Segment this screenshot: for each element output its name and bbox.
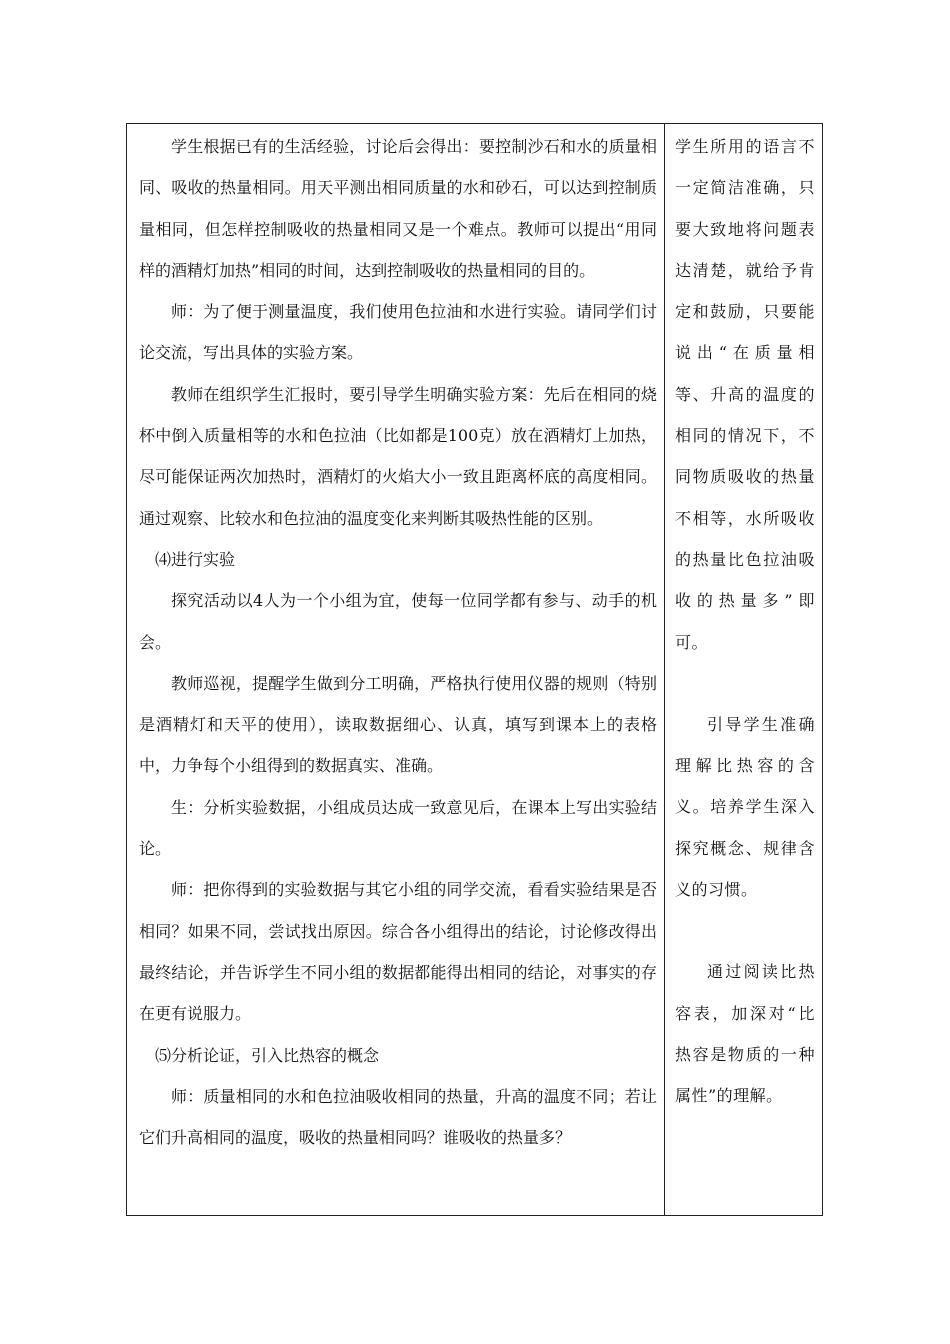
paragraph-control-variables: 学生根据已有的生活经验，讨论后会得出：要控制沙石和水的质量相同、吸收的热量相同。用天平测出相同质量的水和砂石，可以达到控制质量相同，但怎样控制吸收的热量相同又是一个难点。教师可以提出“用同样的酒精灯加热”相同的时间，达到控制吸收的热量相同的目的。 [139, 137, 657, 280]
column-divider [664, 124, 665, 1215]
paragraph-teacher-question: 师：质量相同的水和色拉油吸收相同的热量，升高的温度不同；若让它们升高相同的温度，吸收的热量相同吗？谁吸收的热量多？ [139, 1086, 657, 1148]
note-specific-heat-table: 通过阅读比热容表，加深对“比热容是物质的一种属性”的理解。 [675, 962, 815, 1106]
paragraph-teacher-exchange: 师：把你得到的实验数据与其它小组的同学交流，看看实验结果是否相同？如果不同，尝试找出原因。综合各小组得出的结论，讨论修改得出最终结论，并告诉学生不同小组的数据都能得出相同的结论，对事实的存在更有说服力。 [139, 880, 657, 1024]
teaching-process-column [139, 126, 657, 1158]
section-heading-conduct-experiment: ⑷进行实验 [155, 549, 236, 569]
paragraph-teacher-patrol: 教师巡视，提醒学生做到分工明确，严格执行使用仪器的规则（特别是酒精灯和天平的使用），读取数据细心、认真，填写到课本上的表格中，力争每个小组得到的数据真实、准确。 [139, 673, 657, 776]
paragraph-experiment-plan: 教师在组织学生汇报时，要引导学生明确实验方案：先后在相同的烧杯中倒入质量相等的水和色拉油（比如都是100克）放在酒精灯上加热，尽可能保证两次加热时，酒精灯的火焰大小一致且距离杯底的高度相同。通过观察、比较水和色拉油的温度变化来判断其吸热性能的区别。 [139, 384, 657, 528]
lesson-table [126, 123, 823, 1216]
design-intent-column [675, 126, 815, 1117]
note-language-encouragement: 学生所用的语言不一定简洁准确，只要大致地将问题表达清楚，就给予肯定和鼓励，只要能说出“在质量相等、升高的温度的相同的情况下，不同物质吸收的热量不相等，水所吸收的热量比色拉油吸收的热量多”即可。 [675, 137, 815, 652]
paragraph-group-activity: 探究活动以4人为一个小组为宜，使每一位同学都有参与、动手的机会。 [139, 591, 657, 652]
note-understand-concept: 引导学生准确理解比热容的含义。培养学生深入探究概念、规律含义的习惯。 [675, 714, 815, 900]
paragraph-teacher-oil-water: 师：为了便于测量温度，我们使用色拉油和水进行实验。请同学们讨论交流，写出具体的实验方案。 [139, 302, 657, 363]
section-heading-analysis: ⑸分析论证，引入比热容的概念 [155, 1045, 380, 1065]
paragraph-student-analysis: 生：分析实验数据，小组成员达成一致意见后，在课本上写出实验结论。 [139, 797, 657, 859]
